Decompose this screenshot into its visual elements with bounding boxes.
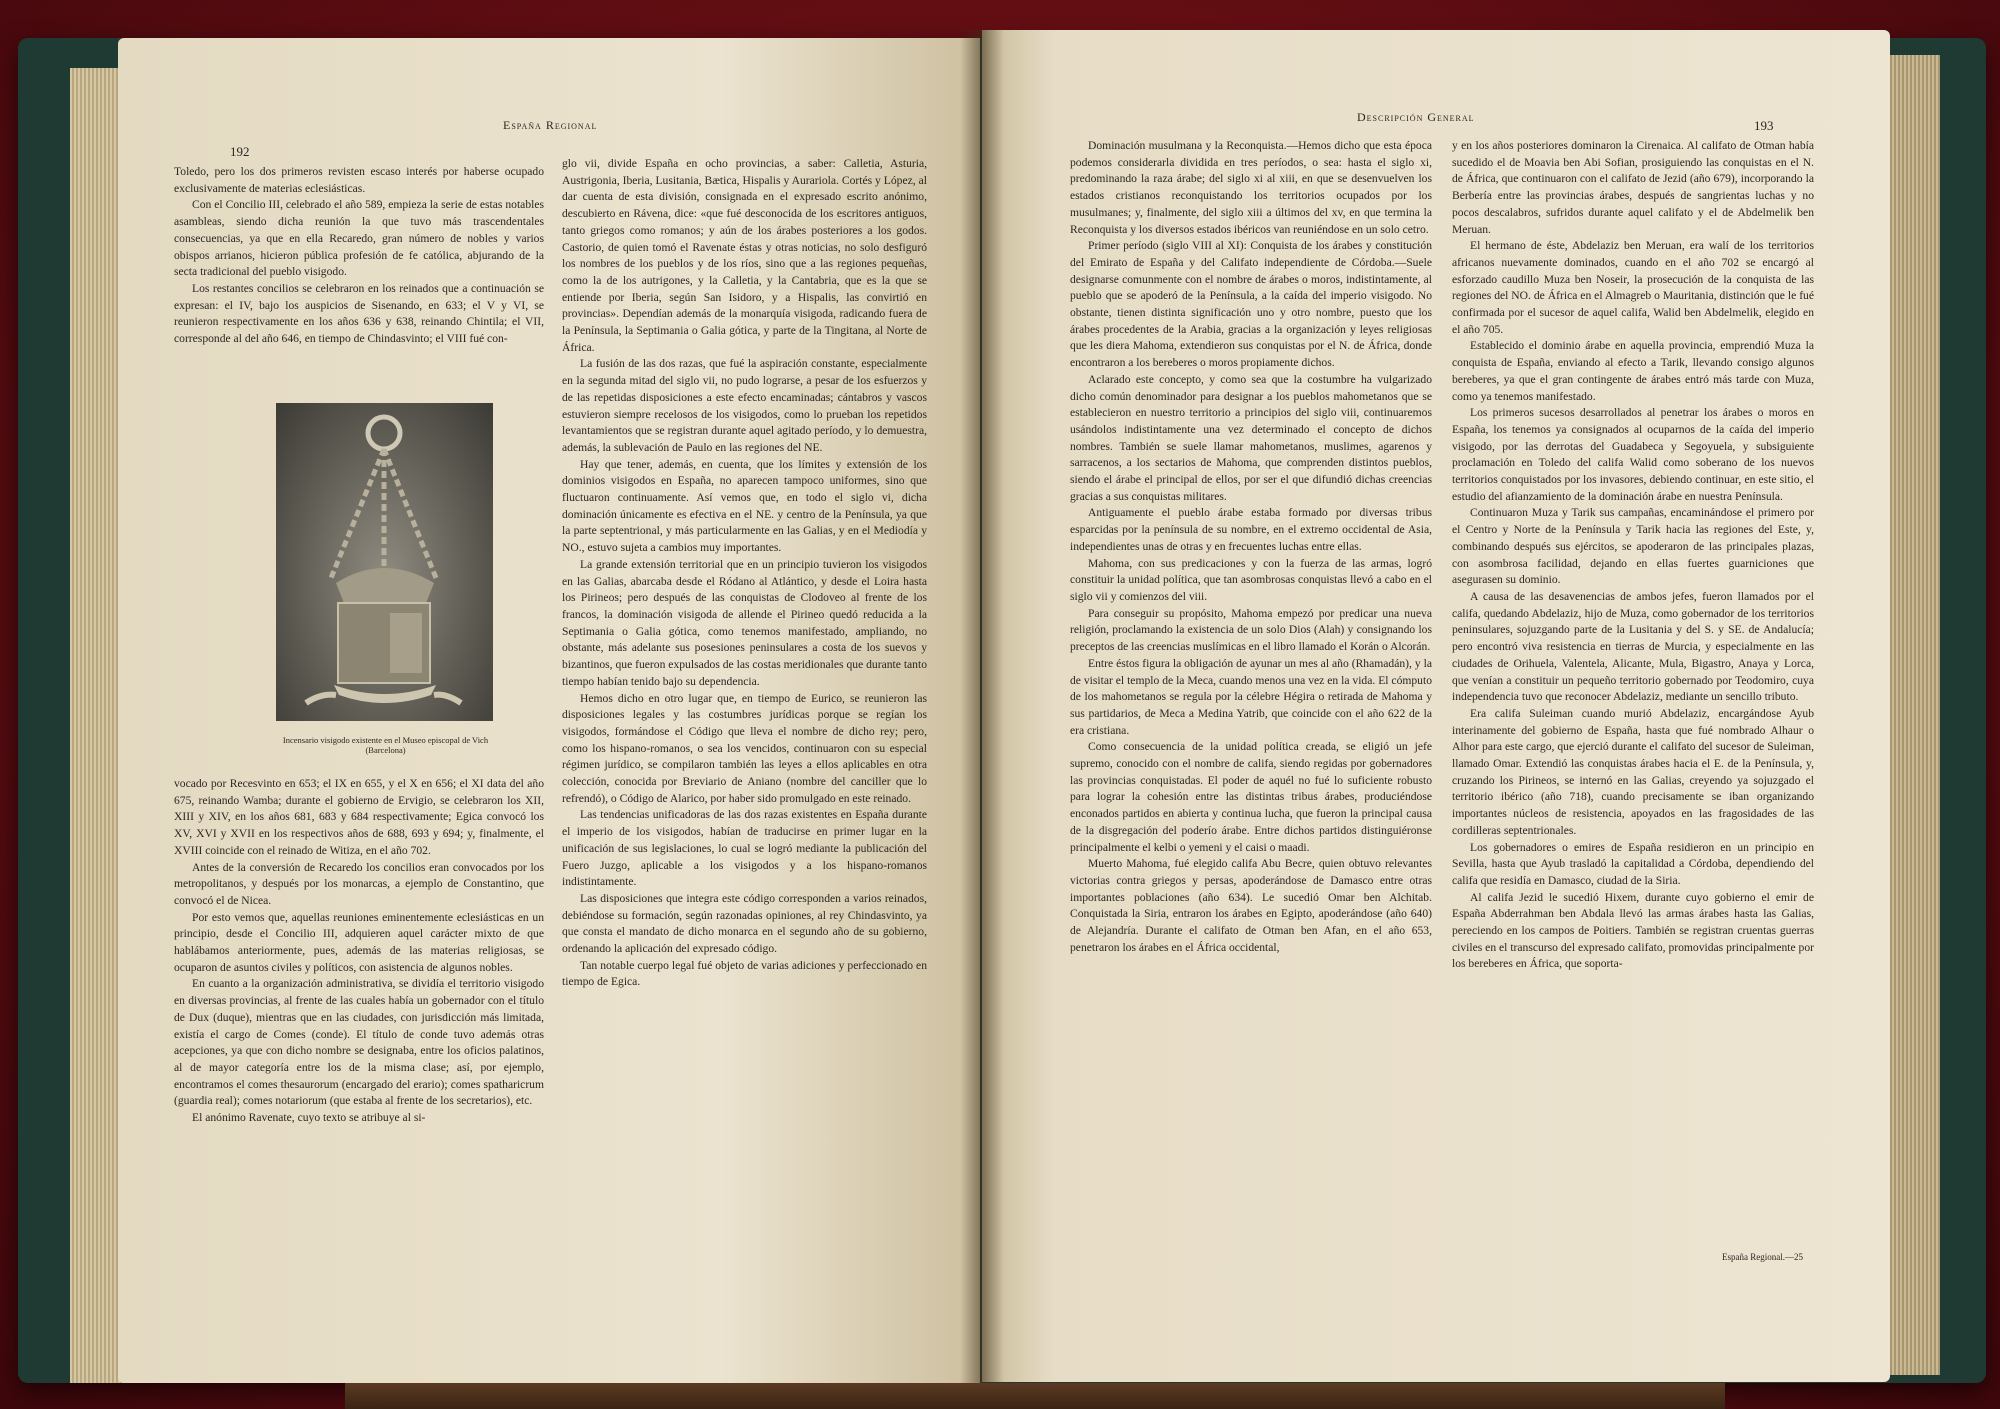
figure-caption: Incensario visigodo existente en el Museo episcopal de Vich (Barcelona): [282, 735, 489, 755]
paragraph: Las tendencias unificadoras de las dos razas existentes en España durante el imperio de los visigodos, habían de traducirse en primer lugar en la unificación de sus legislaciones, lo cual se logró mediante la publicación del Fuero Juzgo, aplicable a los visigodos y a los hispano-romanos indistintamente.: [562, 808, 927, 889]
left-page: [118, 38, 980, 1383]
paragraph: Para conseguir su propósito, Mahoma empezó por predicar una nueva religión, proclamando la existencia de un solo Dios (Alah) y consignando los preceptos de las creencias muslímicas en el libro llamado el Korán o Alcorán.: [1070, 606, 1432, 654]
paragraph: Dominación musulmana y la Reconquista.—Hemos dicho que esta época podemos considerarla dividida en tres períodos, o sea: hasta el siglo xi, predominando la raza árabe; del siglo xi al xiii, en que se desenvuelven los estados cristianos reconquistando los territorios ocupados por los musulmanes; y, finalmente, del siglo xiii a últimos del xv, en que termina la Reconquista y los diversos estados ibéricos van reuniéndose en un solo cetro.: [1070, 139, 1432, 236]
paragraph: Hemos dicho en otro lugar que, en tiempo de Eurico, se reunieron las disposiciones legales y las costumbres jurídicas porque se regían los visigodos, formándose el Código que lleva el nombre de dicho rey; pero, como los hispano-romanos, o sea los vencidos, continuaron con su especial régimen jurídico, se compilaron también las leyes a ellos aplicables en otra colección, conocida por Breviario de Aniano (nombre del canciller que lo refrendó), o Código de Alarico, por haber sido promulgado en este reinado.: [562, 691, 927, 805]
paragraph: La grande extensión territorial que en un principio tuvieron los visigodos en las Galias, abarcaba desde el Ródano al Atlántico, y desde el Loira hasta los Pirineos; pero después de las conquistas de Clodoveo al frente de los francos, la dominación visigoda de allende el Pirineo quedó reducida a la Septimania o Galia gótica, como tenemos manifestado, ampliando, no obstante, más adelante sus posesiones peninsulares a costa de los suevos y bizantinos, que fueron expulsados de las costas meridionales que durante tanto tiempo habían tenido bajo su dependencia.: [562, 557, 927, 688]
paragraph: Establecido el dominio árabe en aquella provincia, emprendió Muza la conquista de España, enviando al efecto a Tarik, llevando consigo algunos bereberes, ya que el gran contingente de árabes entró más tarde con Muza, como ya tenemos manifestado.: [1452, 339, 1814, 403]
paragraph: Al califa Jezid le sucedió Hixem, durante cuyo gobierno el emir de España Abderrahman ben Abdala llevó las armas árabes hasta las Galias, pereciendo en los campos de Poitiers. También se registran cruentas guerras civiles en el transcurso del expresado califato, promovidas principalmente por los bereberes en África, que soporta-: [1452, 890, 1814, 971]
paragraph: Las disposiciones que integra este código corresponden a varios reinados, debiéndose su formación, según razonadas opiniones, al rey Chindasvinto, ya que consta el mandato de dicho monarca en el segundo año de su gobierno, ordenando la aplicación del expresado código.: [562, 891, 927, 956]
left-col2: [562, 156, 927, 991]
paragraph: Muerto Mahoma, fué elegido califa Abu Becre, quien obtuvo relevantes victorias contra griegos y persas, apoderándose de Damasco entre otras importantes poblaciones (año 634). Le sucedió Omar ben Alchitab. Conquistada la Siria, entraron los árabes en Egipto, apoderándose (año 640) de Alejandría. Durante el califato de Otman ben Afan, en el año 653, penetraron los árabes en el África occidental,: [1070, 857, 1432, 954]
right-page: [982, 30, 1890, 1382]
paragraph: Como consecuencia de la unidad política creada, se eligió un jefe supremo, conocido con el nombre de califa, siendo regidas por gobernadores las provincias conquistadas. El poder de aquél no fué lo suficiente robusto para lograr la cohesión entre las distintas tribus árabes, produciéndose enconados partidos en abierta y continua lucha, que fueron la principal causa de la disgregación del poderío árabe. Entre dichos partidos distinguiéronse principalmente el kelbi o yemeni y el caisi o maadi.: [1070, 740, 1432, 854]
paragraph: El hermano de éste, Abdelaziz ben Meruan, era walí de los territorios africanos nuevamente dominados, cuando en el año 702 se encargó al esforzado caudillo Muza ben Noseir, la prosecución de la conquista de las regiones del NO. de África en el Almagreb o Mauritania, distinción que le fué confirmada por el sucesor de aquel califa, Walid ben Abdelmelik, elegido en el año 705.: [1452, 239, 1814, 336]
paragraph: Mahoma, con sus predicaciones y con la fuerza de las armas, logró constituir la unidad política, que tan asombrosas conquistas llevó a cabo en el siglo vii y comienzos del viii.: [1070, 556, 1432, 603]
footer-signature: España Regional.—25: [1722, 1252, 1803, 1262]
book-gutter: [960, 30, 1004, 1385]
paragraph: Hay que tener, además, en cuenta, que los límites y extensión de los dominios visigodos en España, no aparecen tampoco uniformes, sino que fluctuaron continuamente. Así vemos que, en todo el siglo vi, dicha dominación únicamente es efectiva en el NE. y centro de la Península, ya que la parte septentrional, y más particularmente en las Galias, y en el Mediodía y NO., estuvo sujeta a cambios muy importantes.: [562, 457, 927, 555]
paragraph: La fusión de las dos razas, que fué la aspiración constante, especialmente en la segunda mitad del siglo vii, no pudo lograrse, a pesar de los esfuerzos y de las repetidas disposiciones a este efecto encaminadas; cántabros y vascos estuvieron siempre recelosos de los visigodos, como lo prueban los repetidos levantamientos que se registran durante aquel agitado período, y lo demuestra, además, la sublevación de Paulo en las regiones del NE.: [562, 357, 927, 454]
right-running-head: Descripción General: [1357, 110, 1475, 124]
censer-photo: [276, 403, 493, 721]
censer-icon: [276, 403, 493, 721]
paragraph: vocado por Recesvinto en 653; el IX en 655, y el X en 656; el XI data del año 675, reinando Wamba; durante el gobierno de Ervigio, se celebraron los XII, XIII y XIV, en los años 681, 683 y 684 respectivamente; Egica convocó los XV, XVI y XVII en los respectivos años de 688, 693 y 694; y, finalmente, el XVIII coincide con el reinado de Witiza, en el año 702.: [174, 777, 544, 857]
wooden-stand: [345, 1383, 1725, 1409]
paragraph: Continuaron Muza y Tarik sus campañas, encaminándose el primero por el Centro y Norte de la Península y Tarik hacia las regiones del Este, y, combinando después sus ejércitos, se apoderaron de las principales plazas, con asombrosa facilidad, dejando en ellas fuertes guarniciones que asegurasen su dominio.: [1452, 506, 1814, 587]
paragraph: Antiguamente el pueblo árabe estaba formado por diversas tribus esparcidas por la península de su nombre, en el extremo occidental de Asia, independientes unas de otras y en frecuentes luchas entre ellas.: [1070, 506, 1432, 553]
paragraph: Los gobernadores o emires de España residieron en un principio en Sevilla, hasta que Ayub trasladó la capitalidad a Córdoba, dependiendo del califa que residía en Damasco, ciudad de la Siria.: [1452, 840, 1814, 887]
left-col1-top: [174, 164, 544, 348]
paragraph: y en los años posteriores dominaron la Cirenaica. Al califato de Otman había sucedido el de Moavia ben Abi Sofian, prosiguiendo las conquistas en el N. de África, que continuaron con el califato de Jezid (año 679), incorporando la Berbería entre las provincias árabes, después de sangrientas luchas y no pocos descalabros, sufridos durante aquel califato y el de Abdelmelik ben Meruan.: [1452, 139, 1814, 236]
paragraph: Era califa Suleiman cuando murió Abdelaziz, encargándose Ayub interinamente del gobierno de España, hasta que fué nombrado Alhaur o Alhor para este cargo, que ejerció durante el califato del sucesor de Suleiman, llamado Omar. Extendió las conquistas árabes hacia el E. de la Península, y, cruzando los Pirineos, se internó en las Galias, creyendo ya sojuzgado el territorio ibérico (año 718), cuando precisamente se iban organizando importantes núcleos de resistencia, apoyados en las fragosidades de las cordilleras septentrionales.: [1452, 706, 1814, 837]
right-col1: [1070, 138, 1432, 956]
paragraph: Por esto vemos que, aquellas reuniones eminentemente eclesiásticas en un principio, desde el Concilio III, adquieren aquel carácter mixto de que hablábamos anteriormente, pues, además de las materias religiosas, se ocuparon de asuntos civiles y políticos, con asistencia de algunos nobles.: [174, 910, 544, 974]
paragraph: Los primeros sucesos desarrollados al penetrar los árabes o moros en España, los tenemos ya consignados al ocuparnos de la caída del imperio visigodo, por las derrotas del Guadabeca y Segoyuela, y subsiguiente proclamación en Toledo del califa Walid como soberano de los nuevos territorios conquistados por los invasores, debiendo continuar, en este sitio, el estudio del afianzamiento de la dominación árabe en nuestra Península.: [1452, 406, 1814, 503]
paragraph: En cuanto a la organización administrativa, se dividía el territorio visigodo en diversas provincias, al frente de las cuales había un gobernador con el título de Dux (duque), mientras que en las ciudades, con jurisdicción más limitada, existía el cargo de Comes (conde). El título de conde tuvo además otras acepciones, ya que con dicho nombre se designaba, entre los oficios palatinos, al de mayor categoría entre los de la misma clase; así, por ejemplo, encontramos el comes thesaurorum (encargado del erario); comes spatharicrum (guardia real); comes notariorum (que estaba al frente de los secretarios), etc.: [174, 977, 544, 1108]
paragraph: A causa de las desavenencias de ambos jefes, fueron llamados por el califa, quedando Abdelaziz, hijo de Muza, como gobernador de los territorios peninsulares, sojuzgando parte de la Lusitania y del S. y SE. de Andalucía; pero encontró viva resistencia en tierras de Murcia, y especialmente en las ciudades de Orihuela, Valentela, Alicante, Mula, Bigastro, Anaya y Lorca, que venían a constituir un pequeño territorio gobernado por Teodomiro, cuya independencia tuvo que reconocer Abdelaziz, mediante un sencillo tributo.: [1452, 589, 1814, 704]
paragraph: Toledo, pero los dos primeros revisten escaso interés por haberse ocupado exclusivamente de materias eclesiásticas.: [174, 165, 544, 195]
paragraph: El anónimo Ravenate, cuyo texto se atribuye al si-: [192, 1111, 426, 1125]
left-running-head: España Regional: [503, 118, 598, 132]
right-col2: [1452, 138, 1814, 973]
paragraph: Aclarado este concepto, y como sea que la costumbre ha vulgarizado dicho común denominador para designar a los pueblos mahometanos que se establecieron en nuestro territorio a principios del siglo viii, continuaremos usándolos indistintamente una vez determinado el concepto de dichos nombres. También se suele llamar mahometanos, muslimes, agarenos y sarracenos, a los sectarios de Mahoma, que comprenden distintos pueblos, siendo el árabe el principal de ellos, por ser el que difundió dichas creencias gracias a sus conquistas militares.: [1070, 372, 1432, 503]
paragraph: Tan notable cuerpo legal fué objeto de varias adiciones y perfeccionado en tiempo de Egica.: [562, 958, 927, 989]
paragraph: Entre éstos figura la obligación de ayunar un mes al año (Rhamadán), y la de visitar el templo de la Meca, cuando menos una vez en la vida. El cómputo de los mahometanos se regula por la célebre Hégira o retirada de Mahoma y sus partidarios, de Meca a Medina Yatrib, que coincide con el año 622 de la era cristiana.: [1070, 656, 1432, 737]
paragraph: Antes de la conversión de Recaredo los concilios eran convocados por los metropolitanos, y después por los monarcas, a ejemplo de Constantino, que convocó el de Nicea.: [174, 860, 544, 907]
left-page-number: 192: [230, 144, 250, 159]
right-page-number: 193: [1754, 118, 1774, 133]
paragraph: glo vii, divide España en ocho provincias, a saber: Calletia, Asturia, Austrigonia, Iberia, Lusitania, Bætica, Hispalis y Aurariola. Cortés y López, al dar cuenta de esta división, consignada en el expresado escrito anónimo, descubierto en Rávena, dice: «que fué desconocida de los escritores antiguos, tanto griegos como romanos; y aún de los árabes posteriores a los godos. Castorio, de quien tomó el Ravenate éstas y otras noticias, no solo desfiguró los nombres de los pueblos y de los ríos, sino que a las regiones pequeñas, como la de los autrigones, y la Calletia, y la Cantabria, que es la que se entiende por Iberia, según San Isidoro, y a Hispalis, las convirtió en provincias». Dependían además de la monarquía visigoda, radicando fuera de la Península, la Septimania o Galia gótica, y parte de la Tingitana, al Norte de África.: [562, 157, 927, 354]
left-col1-bottom: [174, 776, 544, 1127]
paragraph: Con el Concilio III, celebrado el año 589, empieza la serie de estas notables asambleas, siendo dicha reunión la que tuvo más trascendentales consecuencias, ya que en ella Recaredo, gran número de nobles y varios obispos arrianos, hicieron pública profesión de fe católica, abjurando de la secta tradicional del pueblo visigodo.: [174, 198, 544, 279]
paragraph: Los restantes concilios se celebraron en los reinados que a continuación se expresan: el IV, bajo los auspicios de Sisenando, en 633; el V y VI, se reunieron respectivamente en los años 636 y 638, reinando Chintila; el VII, corresponde al del año 646, en tiempo de Chindasvinto; el VIII fué con-: [174, 281, 544, 346]
paragraph: Primer período (siglo VIII al XI): Conquista de los árabes y constitución del Emirato de España y del Califato independiente de Córdoba.—Suele designarse comunmente con el nombre de árabes o moros, indistintamente, al pueblo que se apoderó de la Península, a la caída del imperio visigodo. No obstante, tienen distinta significación uno y otro nombre, puesto que los árabes procedentes de la Arabia, gracias a la organización y leyes religiosas que les diera Mahoma, extendieron sus conquistas por el N. de África, donde encontraron a los bereberes o moros propiamente dichos.: [1070, 239, 1432, 370]
